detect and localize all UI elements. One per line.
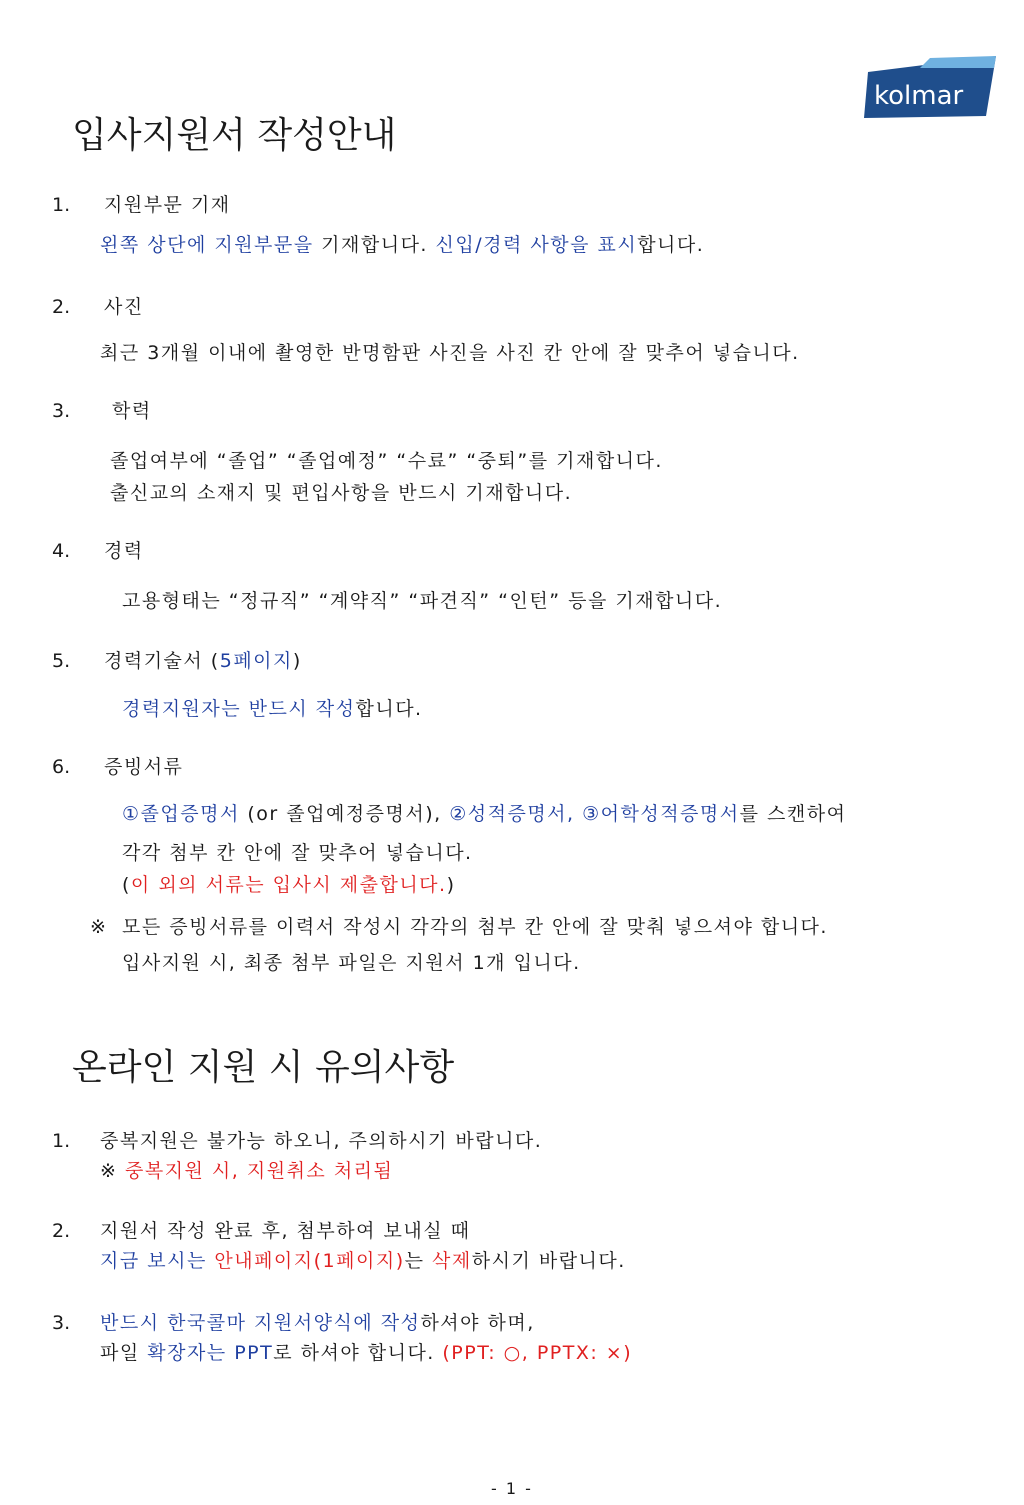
- text-span: (or 졸업예정증명서),: [239, 803, 450, 825]
- online-item-2-line-1: 지원서 작성 완료 후, 첨부하여 보내실 때: [100, 1220, 471, 1242]
- text-span: 확장자는 PPT: [147, 1342, 274, 1364]
- page-number: - 1 -: [491, 1479, 533, 1498]
- text-span: 반드시 한국콜마 지원서양식에 작성: [100, 1312, 421, 1334]
- kolmar-logo-mark: [860, 54, 998, 120]
- text-span: 신입/경력 사항을 표시: [435, 234, 638, 256]
- text-span: 합니다.: [637, 234, 705, 256]
- guide-item-2-number: 2.: [52, 296, 71, 318]
- note-mark: ※: [90, 916, 106, 938]
- online-title: 온라인 지원 시 유의사항: [72, 1047, 455, 1088]
- text-span: ): [446, 874, 456, 896]
- text-span: 합니다.: [355, 698, 423, 720]
- text-span: 경력기술서 (: [104, 650, 220, 672]
- text-span: 중복지원 시, 지원취소 처리됨: [124, 1160, 394, 1182]
- guide-item-4-heading: 경력: [104, 540, 144, 562]
- guide-item-5-line-1: [122, 696, 423, 722]
- guide-item-2-line-1: 최근 3개월 이내에 촬영한 반명함판 사진을 사진 칸 안에 잘 맞추어 넣습니다.: [100, 342, 800, 364]
- guide-item-3-line-1: 졸업여부에 “졸업” “졸업예정” “수료” “중퇴”를 기재합니다.: [110, 450, 663, 472]
- guide-item-1-number: 1.: [52, 194, 71, 216]
- guide-item-6-number: 6.: [52, 756, 71, 778]
- text-span: 경력지원자는 반드시 작성: [122, 698, 356, 720]
- online-item-2-number: 2.: [52, 1220, 71, 1242]
- text-span: 이 외의 서류는 입사시 제출합니다.: [130, 874, 447, 896]
- online-item-1-line-2: [100, 1158, 393, 1184]
- text-span: 삭제: [432, 1250, 472, 1272]
- text-span: 파일: [100, 1342, 148, 1364]
- guide-item-1-line-1: [100, 232, 704, 258]
- text-span: ②성적증명서, ③어학성적증명서: [449, 803, 740, 825]
- online-item-1-line-1: 중복지원은 불가능 하오니, 주의하시기 바랍니다.: [100, 1130, 543, 1152]
- text-span: 왼쪽 상단에 지원부문을: [100, 234, 314, 256]
- guide-item-2-heading: 사진: [104, 296, 144, 318]
- guide-item-6-line-2: 각각 첨부 칸 안에 잘 맞추어 넣습니다.: [122, 842, 473, 864]
- text-span: 안내페이지(1페이지): [214, 1250, 405, 1272]
- text-span: 기재합니다.: [313, 234, 436, 256]
- online-item-3-line-2: [100, 1340, 632, 1366]
- logo-text: kolmar: [874, 81, 964, 111]
- guide-item-3-number: 3.: [52, 400, 71, 422]
- text-span: 하셔야 하며,: [420, 1312, 535, 1334]
- guide-item-3-line-2: 출신교의 소재지 및 편입사항을 반드시 기재합니다.: [110, 482, 573, 504]
- text-span: ※: [100, 1160, 125, 1182]
- text-span: 로 하셔야 합니다.: [273, 1342, 443, 1364]
- online-item-2-line-2: [100, 1248, 626, 1274]
- note-line-1: 모든 증빙서류를 이력서 작성시 각각의 첨부 칸 안에 잘 맞춰 넣으셔야 합니다.: [122, 916, 828, 938]
- text-span: 지금 보시는: [100, 1250, 215, 1272]
- text-span: 하시기 바랍니다.: [471, 1250, 626, 1272]
- text-span: (PPT: ○, PPTX: ×): [442, 1342, 633, 1364]
- guide-item-3-heading: 학력: [112, 400, 152, 422]
- guide-item-6-heading: 증빙서류: [104, 756, 184, 778]
- text-span: ): [292, 650, 302, 672]
- text-span: (: [122, 874, 131, 896]
- online-item-3-number: 3.: [52, 1312, 71, 1334]
- online-item-1-number: 1.: [52, 1130, 71, 1152]
- text-span: 를 스캔하여: [739, 803, 847, 825]
- guide-item-6-line-1: [122, 801, 846, 827]
- text-span: ①졸업증명서: [122, 803, 240, 825]
- guide-title: 입사지원서 작성안내: [72, 115, 397, 156]
- kolmar-logo: [860, 54, 998, 120]
- note-line-2: 입사지원 시, 최종 첨부 파일은 지원서 1개 입니다.: [122, 952, 581, 974]
- guide-item-5-heading: [104, 648, 302, 674]
- guide-item-4-number: 4.: [52, 540, 71, 562]
- guide-item-6-line-3: [122, 872, 456, 898]
- text-span: 5페이지: [219, 650, 293, 672]
- guide-item-4-line-1: 고용형태는 “정규직” “계약직” “파견직” “인턴” 등을 기재합니다.: [122, 590, 723, 612]
- guide-item-5-number: 5.: [52, 650, 71, 672]
- online-item-3-line-1: [100, 1310, 535, 1336]
- text-span: 는: [404, 1250, 433, 1272]
- guide-item-1-heading: 지원부문 기재: [104, 194, 231, 216]
